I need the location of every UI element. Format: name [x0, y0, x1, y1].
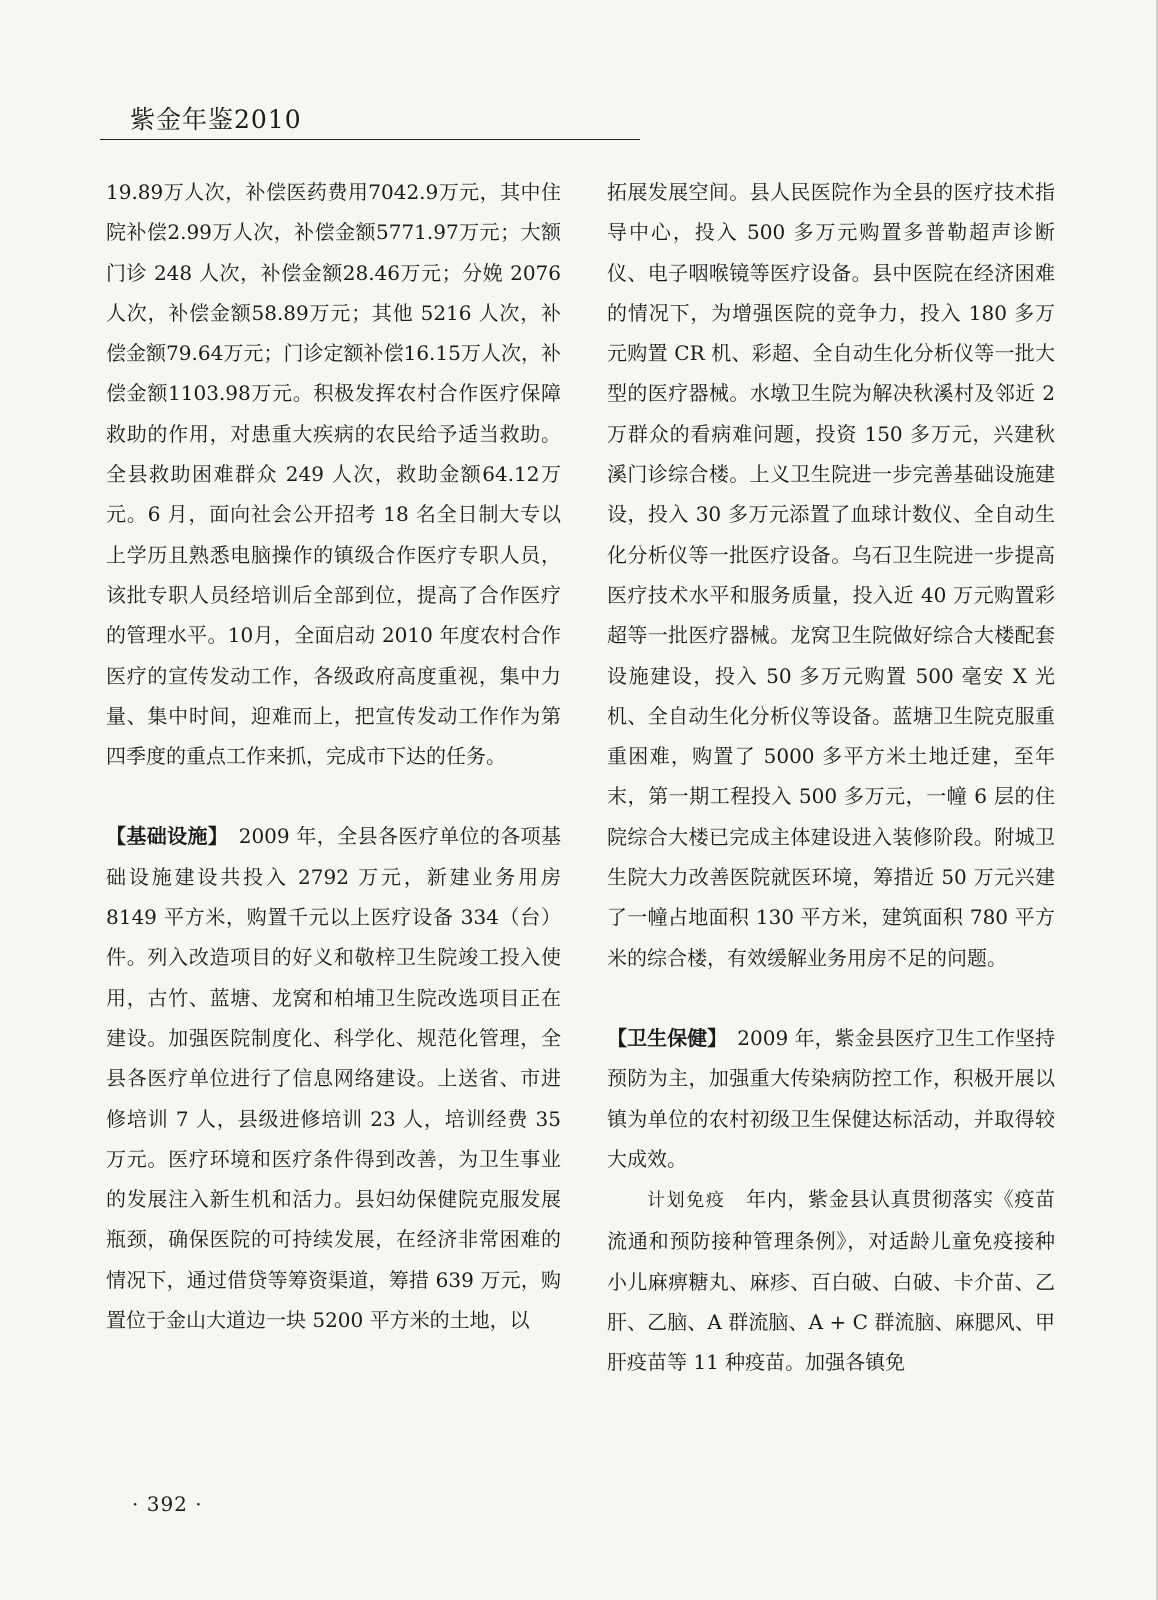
left-column	[106, 172, 561, 1340]
paragraph-gap	[106, 776, 561, 816]
header-divider	[100, 139, 640, 140]
section-label-infrastructure: 【基础设施】	[106, 824, 219, 849]
section-label-health-care: 【卫生保健】	[607, 1025, 718, 1050]
paragraph-immunization	[607, 1179, 1055, 1382]
paragraph-gap	[607, 978, 1055, 1018]
paragraph-insurance-compensation: 19.89万人次，补偿医药费用7042.9万元，其中住院补偿2.99万人次，补偿金额5771.97万元；大额门诊 248 人次，补偿金额28.46万元；分娩 2076 人次，补偿金额58.89万元；其他 5216 人次，补偿金额79.64万元；门诊定额补偿16.15万人次，补偿金额1103.98万元。积极发挥农村合作医疗保障救助的作用，对患重大疾病的农民给予适当救助。全县救助困难群众 249 人次，救助金额64.12万元。6 月，面向社会公开招考 18 名全日制大专以上学历且熟悉电脑操作的镇级合作医疗专职人员，该批专职人员经培训后全部到位，提高了合作医疗的管理水平。10月，全面启动 2010 年度农村合作医疗的宣传发动工作，各级政府高度重视，集中力量、集中时间，迎难而上，把宣传发动工作作为第四季度的重点工作来抓，完成市下达的任务。	[106, 180, 561, 769]
paragraph-health-care	[607, 1018, 1055, 1179]
running-header: 紫金年鉴2010	[130, 105, 302, 134]
paragraph-hospital-investment: 拓展发展空间。县人民医院作为全县的医疗技术指导中心，投入 500 多万元购置多普勒超声诊断仪、电子咽喉镜等医疗设备。县中医院在经济困难的情况下，为增强医院的竞争力，投入 180 多万元购置 CR 机、彩超、全自动生化分析仪等一批大型的医疗器械。水墩卫生院为解决秋溪村及邻近 2 万群众的看病难问题，投资 150 多万元，兴建秋溪门诊综合楼。上义卫生院进一步完善基础设施建设，投入 30 多万元添置了血球计数仪、全自动生化分析仪等一批医疗设备。乌石卫生院进一步提高医疗技术水平和服务质量，投入近 40 万元购置彩超等一批医疗器械。龙窝卫生院做好综合大楼配套设施建设，投入 50 多万元购置 500 毫安 X 光机、全自动生化分析仪等设备。蓝塘卫生院克服重重困难，购置了 5000 多平方米土地迁建，至年末，第一期工程投入 500 多万元，一幢 6 层的住院综合大楼已完成主体建设进入装修阶段。附城卫生院大力改善医院就医环境，筹措近 50 万元兴建了一幢占地面积 130 平方米，建筑面积 780 平方米的综合楼，有效缓解业务用房不足的问题。	[607, 180, 1055, 970]
page-number: · 392 ·	[132, 1492, 203, 1516]
section-text-health-care: 2009 年，紫金县医疗卫生工作坚持预防为主，加强重大传染病防控工作，积极开展以镇为单位的农村初级卫生保健达标活动，并取得较大成效。	[607, 1025, 1056, 1171]
subsection-label-immunization: 计划免疫	[647, 1190, 726, 1212]
section-text-infrastructure: 2009 年，全县各医疗单位的各项基础设施建设共投入 2792 万元，新建业务用房 8149 平方米，购置千元以上医疗设备 334（台）件。列入改造项目的好义和敬梓卫生院竣工投入使用，古竹、蓝塘、龙窝和柏埔卫生院改选项目正在建设。加强医院制度化、科学化、规范化管理，全县各医疗单位进行了信息网络建设。上送省、市进修培训 7 人，县级进修培训 23 人，培训经费 35 万元。医疗环境和医疗条件得到改善，为卫生事业的发展注入新生机和活力。县妇幼保健院克服发展瓶颈，确保医院的可持续发展，在经济非常困难的情况下，通过借贷等筹资渠道，筹措 639 万元，购置位于金山大道边一块 5200 平方米的土地，以	[106, 824, 561, 1333]
right-column	[607, 172, 1055, 1383]
subsection-text-immunization: 年内，紫金县认真贯彻落实《疫苗流通和预防接种管理条例》，对适龄儿童免疫接种小儿麻痹糖丸、麻疹、百白破、白破、卡介苗、乙肝、乙脑、A 群流脑、A + C 群流脑、麻腮风、甲肝疫苗等 11 种疫苗。加强各镇免	[607, 1187, 1056, 1375]
paragraph-infrastructure	[106, 816, 561, 1340]
